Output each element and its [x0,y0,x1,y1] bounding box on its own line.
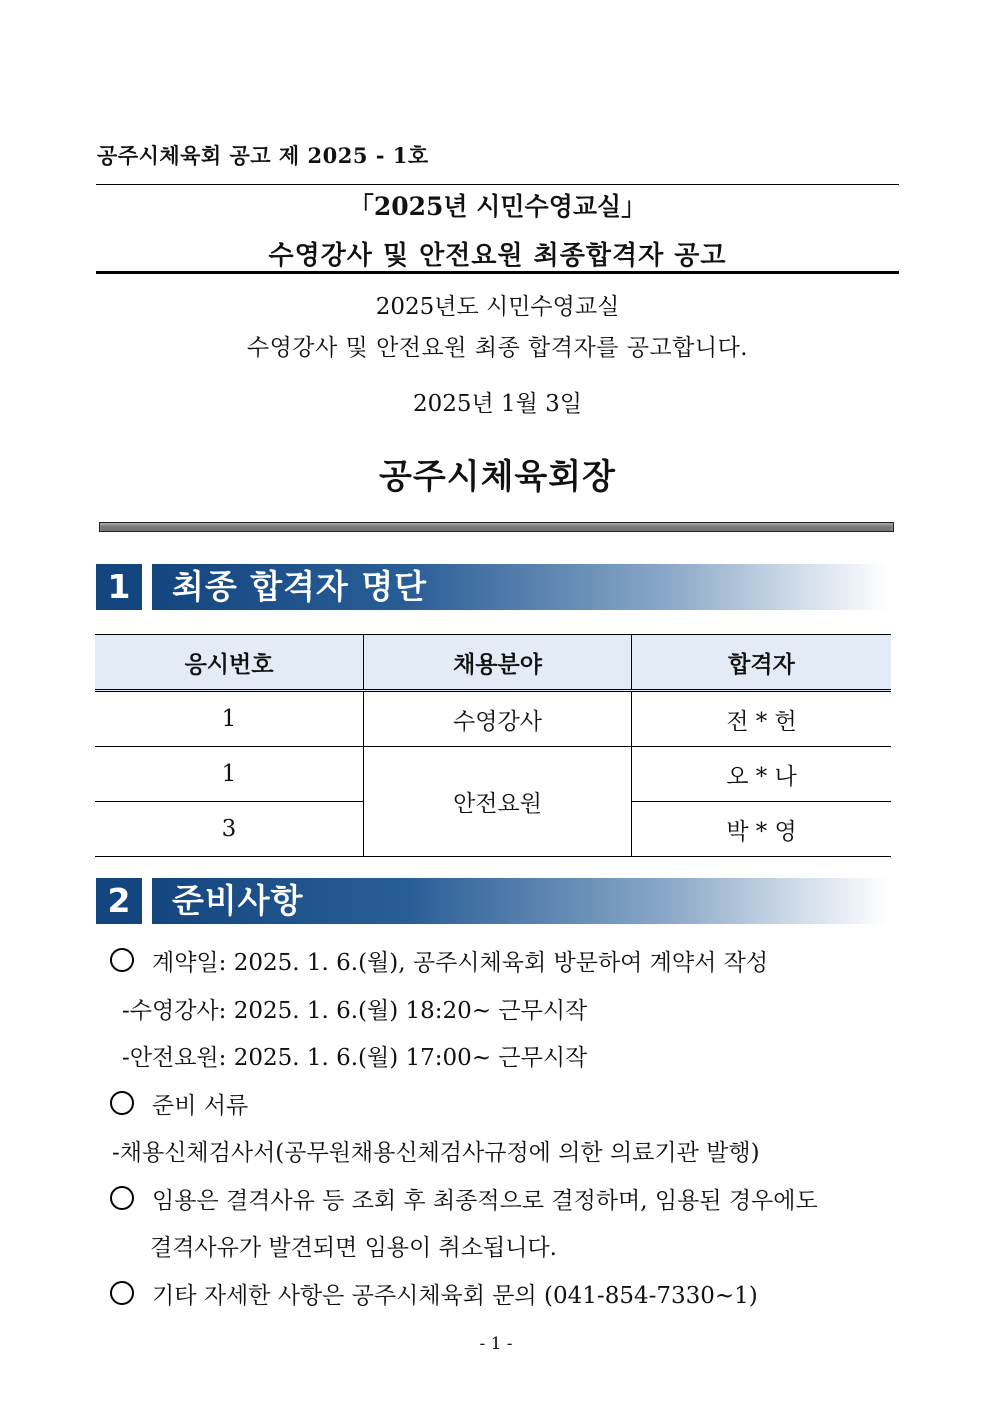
title-bottom-rule [96,271,899,274]
cell-exam-number: 1 [95,747,364,802]
section-1-number: 1 [96,564,142,610]
section-1-title: 최종 합격자 명단 [152,564,888,610]
circle-bullet-icon [110,1091,134,1115]
cell-name: 전 * 헌 [632,691,892,747]
column-header-field: 채용분야 [364,635,632,691]
circle-bullet-icon [110,1281,134,1305]
cell-field: 수영강사 [364,691,632,747]
announcement-date: 2025년 1월 3일 [412,391,583,417]
section-2-title: 준비사항 [152,878,888,924]
title-line-2: 수영강사 및 안전요원 최종합격자 공고 [268,241,727,271]
cell-field: 안전요원 [364,747,632,857]
cell-exam-number: 3 [95,802,364,857]
list-item: 임용은 결격사유 등 조회 후 최종적으로 결정하며, 임용된 경우에도 [110,1182,818,1215]
list-item: 준비 서류 [110,1087,248,1120]
list-item: -수영강사: 2025. 1. 6.(월) 18:20~ 근무시작 [122,998,588,1024]
title-line-1: 「2025년 시민수영교실」 [348,192,647,221]
signer: 공주시체육회장 [379,457,616,497]
intro-line-2: 수영강사 및 안전요원 최종 합격자를 공고합니다. [246,335,749,361]
cell-exam-number: 1 [95,691,364,747]
table-header-row [95,635,891,691]
circle-bullet-icon [110,1186,134,1210]
notice-number: 공주시체육회 공고 제 2025 - 1호 [97,143,429,168]
circle-bullet-icon [110,948,134,972]
list-item: 결격사유가 발견되면 임용이 취소됩니다. [150,1235,557,1261]
list-item: -채용신체검사서(공무원채용신체검사규정에 의한 의료기관 발행) [112,1140,760,1166]
title-top-rule [96,184,899,185]
cell-name: 오 * 나 [632,747,892,802]
section-2-number: 2 [96,878,142,924]
table-row [95,691,891,747]
intro-line-1: 2025년도 시민수영교실 [375,294,620,320]
results-table [95,634,891,857]
list-item: 기타 자세한 사항은 공주시체육회 문의 (041-854-7330~1) [110,1277,758,1310]
cell-name: 박 * 영 [632,802,892,857]
column-header-exam-number: 응시번호 [95,635,364,691]
page-number: - 1 - [479,1334,513,1354]
column-header-name: 합격자 [632,635,892,691]
section-divider [99,522,894,532]
list-item: -안전요원: 2025. 1. 6.(월) 17:00~ 근무시작 [122,1045,588,1071]
list-item: 계약일: 2025. 1. 6.(월), 공주시체육회 방문하여 계약서 작성 [110,944,768,977]
table-row [95,747,891,802]
